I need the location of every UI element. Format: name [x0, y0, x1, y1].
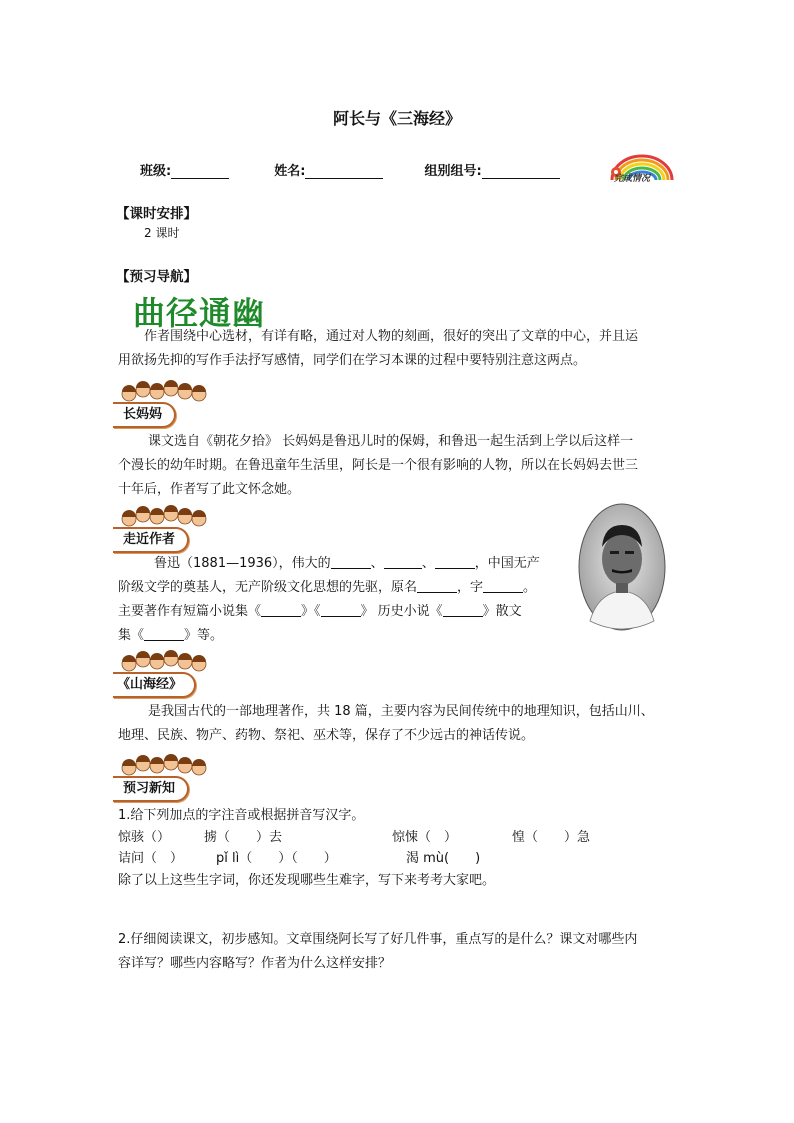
- guide-intro-line1: 作者围绕中心选材，有详有略，通过对人物的刻画，很好的突出了文章的中心，并且运: [144, 329, 639, 344]
- author-l3-b: 》《: [301, 604, 321, 619]
- group-blank[interactable]: [482, 164, 560, 179]
- blank-work1[interactable]: [261, 602, 301, 617]
- schedule-heading: 【课时安排】: [116, 206, 197, 222]
- badge-author: [113, 503, 211, 555]
- q1-row1: [118, 826, 678, 846]
- badge-changmama: [113, 378, 211, 430]
- blank-work4[interactable]: [144, 626, 184, 641]
- q2-line2: 容详写？哪些内容略写？作者为什么这样安排？: [118, 956, 392, 971]
- changmama-line1: 课文选自《朝花夕拾》 长妈妈是鲁迅儿时的保姆，和鲁迅一起生活到上学以后这样一: [148, 434, 634, 449]
- blank-work3[interactable]: [443, 602, 483, 617]
- q1-r1-item3: 惊悚（ ）: [392, 830, 458, 845]
- q1-r1-item2: 掳（ ）去: [204, 830, 283, 845]
- group-label: 组别组号:: [424, 164, 482, 179]
- blank-courtesy-name[interactable]: [483, 578, 523, 593]
- author-l1-a: 鲁迅（1881—1936），伟大的: [154, 556, 331, 571]
- author-l2-b: ，字: [457, 580, 484, 595]
- badge-label: 预习新知: [113, 776, 189, 802]
- badge-label: 长妈妈: [113, 402, 176, 428]
- shanhaijing-line2: 地理、民族、物产、药物、祭祀、巫术等，保存了不少远古的神话传说。: [118, 728, 535, 743]
- author-l1-c: 、: [421, 556, 435, 571]
- rainbow-logo: [604, 152, 680, 186]
- q1-title: 1.给下列加点的字注音或根据拼音写汉字。: [118, 808, 365, 823]
- changmama-line3: 十年后，作者写了此文怀念她。: [118, 482, 301, 497]
- shanhaijing-line1: 是我国古代的一部地理著作，共 18 篇，主要内容为民间传统中的地理知识，包括山川、: [148, 704, 654, 719]
- author-l4-b: 》等。: [184, 628, 224, 643]
- q1-r1-item4: 惶（ ）急: [512, 830, 591, 845]
- q1-note: 除了以上这些生字词，你还发现哪些生难字，写下来考考大家吧。: [118, 873, 496, 888]
- author-line3: [118, 600, 578, 624]
- author-l2-c: 。: [523, 580, 537, 595]
- guide-intro-line2: 用欲扬先抑的写作手法抒写感情，同学们在学习本课的过程中要特别注意这两点。: [118, 353, 587, 368]
- q2-line1: 2.仔细阅读课文，初步感知。文章围绕阿长写了好几件事，重点写的是什么？课文对哪些内: [118, 932, 638, 947]
- q1-row2: [118, 847, 678, 867]
- author-l1-b: 、: [370, 556, 384, 571]
- blank-title2[interactable]: [384, 554, 422, 569]
- blank-work2[interactable]: [321, 602, 361, 617]
- author-l3-a: 主要著作有短篇小说集《: [118, 604, 262, 619]
- author-l1-d: ，中国无产: [474, 556, 540, 571]
- shanhaijing-text: [118, 700, 688, 748]
- guide-heading: 【预习导航】: [116, 269, 197, 285]
- page-title: 阿长与《三海经》: [332, 109, 461, 128]
- badge-preview: [113, 752, 211, 804]
- changmama-line2: 个漫长的幼年时期。在鲁迅童年生活里，阿长是一个很有影响的人物，所以在长妈妈去世三: [118, 458, 639, 473]
- author-l2-a: 阶级文学的奠基人，无产阶级文化思想的先驱，原名: [118, 580, 418, 595]
- guide-intro: [118, 325, 678, 373]
- blank-title3[interactable]: [435, 554, 475, 569]
- author-l3-d: 》散文: [482, 604, 522, 619]
- changmama-text: [118, 430, 678, 502]
- name-blank[interactable]: [305, 164, 383, 179]
- q1-r1-item1: 惊骇（）: [118, 830, 171, 845]
- schedule-text: 2 课时: [144, 226, 180, 240]
- class-label: 班级:: [140, 164, 172, 179]
- class-blank[interactable]: [171, 164, 229, 179]
- q1-r2-item3: 渴 mù( ): [406, 851, 481, 866]
- q2: [118, 928, 688, 976]
- author-line4: [118, 624, 578, 648]
- author-line2: [118, 576, 578, 600]
- blank-title1[interactable]: [331, 554, 371, 569]
- guide-green-title: 曲径通幽: [133, 294, 266, 332]
- info-row: [140, 160, 560, 179]
- q1-r2-item1: 诘问（ ）: [118, 851, 184, 866]
- logo-text: 完成情况: [614, 174, 651, 184]
- author-text: [118, 552, 578, 648]
- badge-label: 《山海经》: [113, 672, 196, 698]
- badge-shanhaijing: [113, 648, 211, 700]
- badge-label: 走近作者: [113, 527, 189, 553]
- q1-r2-item2: pǐ lì（ ）（ ）: [216, 851, 337, 866]
- author-portrait: [578, 503, 666, 631]
- author-l4-a: 集《: [118, 628, 145, 643]
- blank-original-name[interactable]: [417, 578, 457, 593]
- author-line1: [118, 552, 578, 576]
- name-label: 姓名:: [274, 164, 306, 179]
- author-l3-c: 》 历史小说《: [360, 604, 443, 619]
